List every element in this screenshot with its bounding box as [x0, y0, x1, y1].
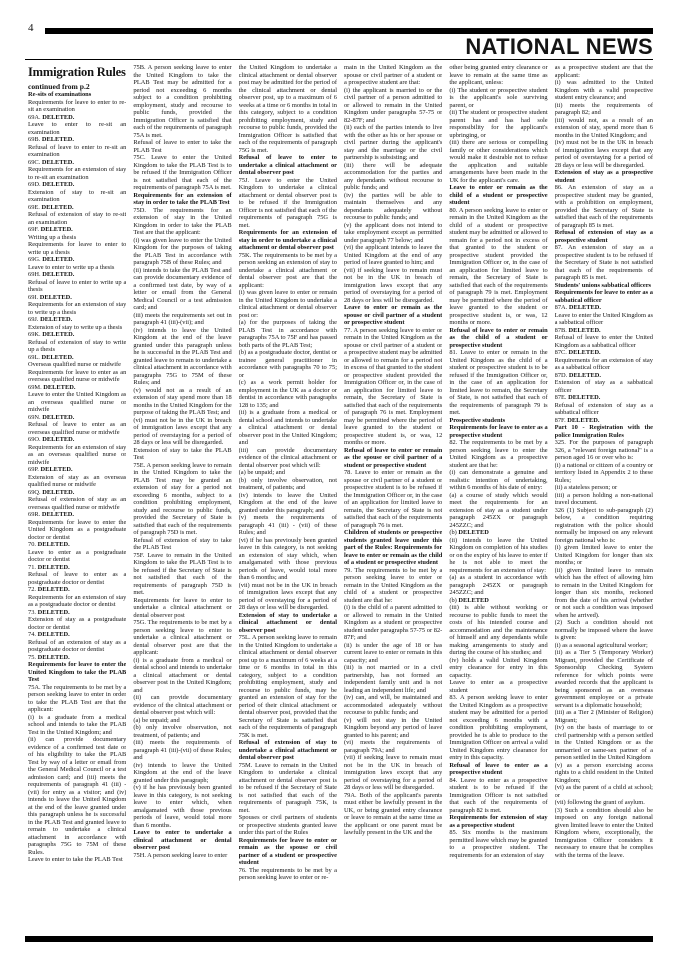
deleted-label: DELETED. — [37, 541, 70, 548]
paragraph: (vii) if seeking leave to remain must not be in the UK in breach of immigration laws except that any period of overstaying for a period of 28 days or less will be disregarded. — [343, 266, 443, 304]
paragraph: Requirements for an extension of stay as a sabbatical officer — [554, 356, 653, 371]
paragraph: Leave to enter to re-sit an examination — [28, 121, 127, 136]
paragraph: 75A. The requirements to be met by a person seeking leave to enter in order to take the PLAB Test are that the applicant: — [28, 683, 127, 713]
deleted-entry — [28, 114, 126, 122]
paragraph-number: 87C. — [554, 349, 567, 356]
paragraph: the United Kingdom to undertake a clinical attachment or dental observer post may be admitted for the period of the clinical attachment or dental observer post, up to a maximum of 6 weeks at a time or 6 months in total in this category, subject to a condition prohibiting employment, study and recourse to public funds, provided the Immigration Officer is satisfied that each of the requirements of paragraph 75G is met. — [238, 64, 337, 154]
paragraph: (iii) can provide documentary evidence of the clinical attachment or dental observer post which will: — [238, 446, 337, 469]
paragraph: (iii) would not, as a result of an extension of stay, spend more than 6 months in the United Kingdom; and — [554, 116, 653, 139]
paragraph: Refusal of leave to enter the United Kingdom as a sabbatical officer — [554, 334, 653, 349]
paragraph: (i) is a graduate from a medical school and intends to take the PLAB Test in the United Kingdom; and — [28, 713, 127, 736]
paragraph-number: (b) — [449, 596, 457, 604]
deleted-entry — [555, 304, 653, 312]
deleted-entry — [449, 529, 547, 537]
deleted-label: DELETED. — [37, 608, 70, 616]
paragraph: Refusal of an extension of stay as a postgraduate doctor or dentist — [28, 638, 127, 653]
paragraph: (vii) following the grant of asylum. — [554, 799, 645, 806]
paragraph: Extension of stay to write up a thesis — [28, 323, 123, 331]
paragraph-number: 69Q. — [28, 488, 41, 496]
paragraph: 75E. A person seeking leave to remain in the United Kingdom to take the PLAB Test may be granted an extension of stay for a period not exceeding 6 months, subject to a condition prohibiting employment, study and recourse to public funds, provided the Secretary of State is satisfied that each of the requirements of paragraph 75D is met. — [133, 461, 232, 536]
deleted-entry — [28, 511, 126, 519]
paragraph: 79. The requirements to be met by a person seeking leave to enter or remain in the United Kingdom as the child of a student or prospective student are that he: — [343, 566, 443, 604]
deleted-entry — [28, 159, 126, 167]
deleted-entry — [28, 466, 126, 474]
paragraph: Extension of stay to take the PLAB Test — [133, 446, 232, 461]
section-heading: Requirements for leave to enter as a sabbatical officer — [554, 289, 653, 304]
paragraph-number: 69B. — [28, 136, 41, 143]
deleted-entry — [555, 417, 653, 425]
paragraph: Requirements for leave to enter the United Kingdom as a postgraduate doctor or dentist — [28, 518, 127, 541]
paragraph-number: 69G. — [28, 256, 41, 263]
deleted-label: DELETED. — [42, 331, 75, 338]
paragraph: Extension of stay to re-sit an examination — [28, 188, 127, 203]
paragraph: 325. For the purposes of paragraph 326, a "relevant foreign national" is a person aged 16 or over who is: — [554, 439, 653, 461]
paragraph: Refusal of extension of stay as a sabbatical officer — [554, 401, 653, 416]
paragraph: 326 (1) Subject to sub-paragraph (2) below, a condition requiring registration with the police should normally be imposed on any relevant foreign national who is: — [554, 506, 653, 544]
deleted-entry — [28, 354, 126, 362]
text-column-6 — [555, 64, 653, 934]
page-number: 4 — [28, 22, 34, 34]
deleted-label: DELETED — [458, 596, 489, 604]
paragraph: Leave to enter to write up a thesis — [28, 263, 115, 271]
deleted-label: DELETED. — [568, 304, 601, 311]
paragraph: (i) was given leave to enter the United Kingdom for the purposes of taking the PLAB Test in accordance with paragraph 75B of these Rules; and — [133, 236, 232, 266]
paragraph: 75G. The requirements to be met by a person seeking leave to enter to undertake a clinical attachment or dental observer post are that the applicant: — [133, 619, 232, 656]
paragraph: 75F. Leave to remain in the United Kingdom to take the PLAB Test is to be refused if the Secretary of State is not satisfied that each of the requirements of paragraph 75D is met. — [133, 551, 232, 596]
paragraph: (vi) the applicant intends to leave the United Kingdom at the end of any period of leave granted to him; and — [343, 244, 443, 266]
paragraph: (vi) meets the requirements of paragraph 79A; and — [343, 739, 443, 754]
deleted-entry — [28, 609, 126, 617]
paragraph: 75L. A person seeking leave to remain in the United Kingdom to undertake a clinical attachment or dental observer post up to a maximum of 6 weeks at a time or 6 months in total in this category, subject to a condition prohibiting employment, study and recourse to public funds, may be granted an extension of stay for the period of their clinical attachment or dental observer post, provided that the Secretary of State is satisfied that each of the requirements of paragraph 75K is met. — [238, 634, 337, 739]
section-heading: Refusal of extension of stay to undertake a clinical attachment or dental observer post — [238, 739, 337, 761]
deleted-label: DELETED. — [568, 394, 601, 401]
paragraph: (v) the applicant does not intend to take employment except as permitted under paragraph 77 below; and — [343, 221, 443, 244]
paragraph: 79A. Both of the applicant's parents must either be lawfully present in the UK, or being granted entry clearance or leave to remain at the same time as the applicant or one parent must be lawfully present in the UK and the — [343, 791, 443, 836]
paragraph-number: 74. — [28, 631, 36, 638]
paragraph: Extension of stay as a sabbatical officer — [554, 379, 653, 394]
paragraph: 75B. A person seeking leave to enter the United Kingdom to take the PLAB Test may be admitted for a period not exceeding 6 months subject to a condition prohibiting employment, study and recourse to public funds, provided the Immigration Officer is satisfied that each of the requirements of paragraph 75A is met. — [133, 64, 232, 139]
deleted-label: DELETED. — [37, 563, 70, 571]
paragraph: Leave to enter to take the PLAB Test — [28, 856, 123, 863]
paragraph: Requirements for an extension of stay to re-sit an examination — [28, 166, 127, 181]
paragraph: 87. An extension of stay as a prospective student is to be refused if the Secretary of State is not satisfied that each of the requirements of paragraph 85 is met. — [554, 244, 653, 281]
section-heading: Refusal of leave to enter or remain as the child of a student or prospective student — [449, 326, 548, 349]
paragraph-number: 69M. — [28, 383, 42, 391]
paragraph: 78. Leave to enter or remain as the spouse or civil partner of a student or prospective student is to be refused if the Immigration Officer or, in the case of an application for limited leave to remain, the Secretary of State is not satisfied that each of the requirements of paragraph 76 is met. — [343, 469, 443, 529]
paragraph: Requirements for leave to enter to re-sit an examination — [28, 98, 127, 113]
paragraph: (i) is a graduate from a medical or dental school and intends to undertake a clinical attachment or dental observer post in the United Kingdom; and — [133, 656, 232, 694]
paragraph-number: (b) — [449, 529, 457, 536]
paragraph: Requirements for an extension of stay as a postgraduate doctor or dentist — [28, 593, 127, 608]
deleted-entry — [28, 414, 126, 422]
continued-note: continued from p.2 — [28, 82, 90, 91]
paragraph: 75K. The requirements to be met by a person seeking an extension of stay to undertake a clinical attachment or dental observer post are that the applicant: — [238, 251, 337, 289]
paragraph: 77. A person seeking leave to enter or remain in the United Kingdom as the spouse or civil partner of a student or a prospective student may be admitted or allowed to remain for a period not in excess of that granted to the student or prospective student provided the Immigration Officer or, in the case of an application for limited leave to remain, the Secretary of State is satisfied that each of the requirements of paragraph 76 is met. Employment may be permitted where the period of leave granted to the student or prospective student is, or was, 12 months or more. — [343, 326, 443, 446]
section-heading: Requirements for leave to enter the United Kingdom to take the PLAB Test — [28, 661, 127, 683]
paragraph: (b) as a postgraduate doctor, dentist or trainee general practitioner in accordance with paragraphs 70 to 75; or — [238, 349, 337, 379]
paragraph: 82. The requirements to be met by a person seeking leave to enter the United Kingdom as a prospective student are that he: — [449, 439, 548, 469]
paragraph: Refusal of leave to enter to take the PLAB Test — [133, 139, 232, 154]
paragraph: (i) is the child of a parent admitted to or allowed to remain in the United Kingdom as a student or prospective student under paragraphs 57-75 or 82-87F; and — [343, 604, 443, 641]
section-heading: Requirements for leave to enter as a prospective student — [449, 424, 548, 439]
paragraph-number: 69L. — [28, 353, 40, 361]
paragraph: (ii) The student or prospective student parent has and has had sole responsibility for the applicant's upbringing, or — [449, 109, 548, 139]
section-heading: Prospective students — [449, 416, 506, 424]
paragraph: 75M. Leave to remain in the United Kingdom to undertake a clinical attachment or dental observer post is to be refused if the Secretary of State is not satisfied that each of the requirements of paragraph 75K, is met. — [238, 761, 337, 814]
paragraph: (ii) as a Tier 5 (Temporary Worker) Migrant, provided the Certificate of Sponsorship Checking System reference for which points were awarded records that the applicant is being sponsored as an overseas government employee or a private servant is a diplomatic household; — [554, 649, 653, 709]
paragraph: Writing up a thesis — [28, 233, 77, 241]
section-heading: Requirements for leave to enter or remain as the spouse or civil partner of a student or prospective student — [238, 836, 337, 866]
deleted-label: DELETED — [458, 529, 489, 536]
deleted-label: DELETED. — [37, 653, 70, 661]
section-heading: Re-sits of examinations — [28, 91, 92, 98]
deleted-label: DELETED. — [42, 488, 75, 496]
deleted-entry — [28, 384, 126, 392]
paragraph: main in the United Kingdom as the spouse or civil partner of a student or a prospective student are that: — [343, 64, 443, 86]
paragraph: (vi) must not be in the UK in breach of immigration laws except that any period of overstaying for a period of 28 days or less will be disregarded. — [133, 416, 232, 446]
paragraph: (a) be unpaid; and — [238, 469, 285, 476]
deleted-entry — [28, 436, 126, 444]
paragraph: (ii) given limited leave to remain which has the effect of allowing him to remain in the United Kingdom for longer than six months, reckoned from the date of his arrival (whether or not such a condition was imposed when he arrived). — [554, 566, 653, 619]
paragraph-number: 69I. — [28, 293, 39, 301]
article-title: Immigration Rules — [28, 65, 126, 79]
deleted-label: DELETED. — [42, 256, 75, 263]
deleted-entry — [555, 327, 653, 335]
deleted-label: DELETED. — [42, 413, 75, 421]
paragraph: (v) would not as a result of an extension of stay spend more than 18 months in the United Kingdom for the purpose of taking the PLAB Test; and — [133, 386, 232, 416]
paragraph: (i) as a seasonal agricultural worker; — [554, 641, 648, 649]
section-heading: Part 10 - Registration with the police Immigration Rules — [554, 424, 653, 439]
paragraph: Requirements for leave to enter to write up a thesis — [28, 241, 127, 256]
text-column-3 — [239, 64, 337, 934]
paragraph: Refusal of leave to enter to write up a thesis — [28, 278, 127, 293]
paragraph: (3) Such a condition should also be imposed on any foreign national given limited leave to enter the United Kingdom where, exceptionally, the Immigration Officer considers it necessary to ensure that he complies with the terms of the leave. — [554, 806, 653, 859]
deleted-entry — [28, 256, 126, 264]
paragraph-number: 69F. — [28, 226, 40, 233]
paragraph-number: 69N. — [28, 413, 41, 421]
deleted-label: DELETED. — [41, 203, 74, 211]
paragraph-number: 87A. — [554, 304, 568, 311]
paragraph-number: 73. — [28, 608, 36, 616]
text-column-1 — [28, 64, 126, 934]
deleted-label: DELETED. — [42, 181, 75, 188]
deleted-label: DELETED. — [41, 511, 75, 518]
paragraph: Refusal of leave to enter to re-sit an examination — [28, 143, 127, 158]
paragraph-number: 87F. — [554, 416, 566, 424]
paragraph: 76. The requirements to be met by a person seeking leave to enter or re- — [238, 866, 337, 881]
paragraph: Extension of stay as an overseas qualified nurse or midwife — [28, 473, 127, 488]
paragraph: (iv) can, and will, be maintained and accommodated adequately without recourse to public funds; and — [343, 694, 443, 716]
deleted-label: DELETED. — [37, 586, 70, 593]
section-heading: Leave to enter or remain as the spouse or civil partner of a student or prospective student — [343, 304, 443, 326]
paragraph-number: 69R. — [28, 511, 41, 518]
deleted-entry — [28, 204, 126, 212]
deleted-entry — [28, 564, 126, 572]
paragraph: (iv) on the basis of marriage to or civil partnership with a person settled in the United Kingdom or as the unmarried or same-sex partner of a person settled in the United Kingdom — [554, 724, 653, 761]
paragraph: (ii) a stateless person; or — [554, 484, 618, 491]
paragraph: 75D. The requirements for an extension of stay in the United Kingdom in order to take the PLAB Test are that the applicant: — [133, 206, 232, 236]
header-rule — [25, 59, 653, 60]
paragraph: Overseas qualified nurse or midwife — [28, 361, 121, 368]
deleted-entry — [555, 372, 653, 380]
paragraph: (iii) meets the requirements of paragraph 41 (iii)-(vii) of these Rules; and — [133, 739, 232, 761]
paragraph: (v) will not stay in the United Kingdom beyond any period of leave granted to his parent; and — [343, 716, 443, 739]
paragraph: 86. An extension of stay as a prospective student may be granted, with a prohibition on employment, provided the Secretary of State is satisfied that each of the requirements of paragraph 85 is met. — [554, 184, 653, 229]
paragraph: 75H. A person seeking leave to enter — [133, 851, 228, 859]
deleted-entry — [28, 316, 126, 324]
paragraph: (iv) the parties will be able to maintain themselves and any dependants adequately without recourse to public funds; and — [343, 191, 443, 221]
paragraph: Spouses or civil partners of students or prospective students granted leave under this part of the Rules — [238, 814, 337, 836]
deleted-label: DELETED. — [40, 316, 73, 323]
paragraph: (iii) is not married or in a civil partnership, has not formed an independent family unit and is not leading an independent life; and — [343, 664, 443, 694]
paragraph: (iii) there will be adequate accommodation for the parties and any dependants without recourse to public funds; and — [343, 161, 443, 191]
paragraph: (a) as a student in accordance with paragraph 245ZX or paragraph 245ZZC; and — [449, 574, 548, 596]
paragraph: (c) as a work permit holder for employment in the UK as a doctor or dentist in accordance with paragraphs 128 to 135; and — [238, 379, 337, 409]
deleted-entry — [28, 654, 126, 662]
paragraph: 75J. Leave to enter the United Kingdom to undertake a clinical attachment or dental observer post is to be refused if the Immigration Officer is not satisfied that each of the requirements of paragraph 75G is met. — [238, 176, 337, 229]
paragraph-number: 72. — [28, 586, 36, 593]
paragraph: (2) Such a condition should not normally be imposed where the leave is given: — [554, 619, 653, 641]
paragraph-number: 69A. — [28, 113, 41, 121]
text-column-5 — [449, 64, 547, 934]
paragraph: (i) can demonstrate a genuine and realistic intention of undertaking, within 6 months of his date of entry: — [449, 469, 548, 491]
paragraph: (iv) intends to leave the United Kingdom at the end of the leave granted under this paragraph unless he is successful in the PLAB Test and granted leave to remain to undertake a clinical attachment in accordance with paragraphs 75G to 75M of these Rules; and — [133, 326, 232, 386]
section-heading: Requirements for extension of stay as a prospective student — [449, 814, 548, 829]
paragraph: (ii) can provide documentary evidence of the clinical attachment or dental observer post which will: — [133, 694, 232, 716]
paragraph: Refusal of extension of stay as an overseas qualified nurse or midwife — [28, 496, 127, 511]
section-heading: Extension of stay to undertake a clinical attachment or dental observer post — [238, 611, 337, 634]
paragraph-number: 71. — [28, 563, 36, 571]
section-heading: Refusal of leave to enter to undertake a clinical attachment or dental observer post — [238, 154, 337, 176]
paragraph: (ii) intends to leave the United Kingdom on completion of his studies or on the expiry of his leave to enter if he is not able to meet the requirements for an extension of stay: — [449, 536, 548, 574]
section-heading: Leave to enter to undertake a clinical attachment or dental observer post — [133, 829, 232, 851]
paragraph: 80. A person seeking leave to enter or remain in the United Kingdom as the child of a student or prospective student may be admitted or allowed to remain for a period not in excess of that granted to the student or prospective student provided the Immigration Officer or, in the case of an application for limited leave to remain, the Secretary of State is satisfied that each of the requirements of paragraph 79 is met. Employment may be permitted where the period of leave granted to the student or prospective student is, or was, 12 months or more. — [449, 206, 548, 326]
deleted-label: DELETED. — [568, 326, 601, 334]
paragraph: (vi) as the parent of a child at school; or — [554, 784, 653, 799]
paragraph: Requirements for an extension of stay as an overseas qualified nurse or midwife — [28, 443, 127, 466]
paragraph: (i) a national or citizen of a country or territory listed in Appendix 2 to these Rules; — [554, 461, 653, 484]
paragraph-number: 69D. — [28, 181, 41, 188]
paragraph-number: 87B. — [554, 326, 567, 334]
paragraph: 81. Leave to enter or remain in the United Kingdom as the child of a student or prospective student is to be refused if the Immigration Officer or, in the case of an application for limited leave to remain, the Secretary of State, is not satisfied that each of the requirements of paragraph 79 is met. — [449, 349, 548, 416]
paragraph: (ii) is a graduate from a medical or dental school and intends to undertake a clinical attachment or dental observer post in the United Kingdom; and — [238, 409, 337, 446]
paragraph: (ii) can provide documentary evidence of a confirmed test date or of his eligibility to take the PLAB Test by way of a letter or email from the General Medical Council or a test admission card; and (iii) meets the requirements of paragraph 41 (iii) - (vii) for entry as a visitor; and (iv) intends to leave the United Kingdom at the end of the leave granted under this paragraph unless he is successful in the PLAB Test and granted leave to remain to undertake a clinical attachment in accordance with paragraphs 75G to 75M of these Rules. — [28, 736, 127, 856]
paragraph: (i) was admitted to the United Kingdom with a valid prospective student entry clearance; and — [554, 79, 653, 101]
section-heading: Requirements for an extension of stay in order to take the PLAB Test — [133, 191, 232, 206]
section-heading: Students' unions sabbatical officers — [554, 281, 652, 289]
deleted-entry — [28, 489, 126, 497]
paragraph-number: 69K. — [28, 331, 41, 338]
paragraph: (iii) as a Tier 2 (Minister of Religion) Migrant; — [554, 709, 653, 724]
paragraph: Refusal of extension of stay to take the PLAB Test — [133, 536, 232, 551]
article-columns — [28, 64, 653, 934]
deleted-label: DELETED. — [39, 293, 72, 301]
deleted-entry — [555, 394, 653, 402]
paragraph: Leave to enter as a postgraduate doctor or dentist — [28, 548, 127, 563]
paragraph: (v) meets the requirements of paragraph 41 (iii) - (vii) of these Rules; and — [238, 514, 337, 536]
paragraph: (vii) must not be in the UK in breach of immigration laws except that any period of overstaying for a period of 28 days or less will be disregarded. — [238, 581, 337, 611]
paragraph: (iv) must not be in the UK in breach of immigration laws except that any period of overstaying for a period of 28 days or less will be disregarded. — [554, 139, 653, 169]
paragraph: Refusal of leave to enter as a postgraduate doctor or dentist — [28, 571, 127, 586]
paragraph: Extension of stay as a postgraduate doctor or dentist — [28, 616, 127, 631]
paragraph: (ii) meets the requirements of paragraph 82; and — [554, 101, 653, 116]
paragraph-number: 69E. — [28, 203, 40, 211]
paragraph: (i) given limited leave to enter the United Kingdom for longer than six months; or — [554, 544, 653, 566]
paragraph-number: 69O. — [28, 436, 41, 443]
deleted-label: DELETED. — [42, 436, 75, 443]
paragraph: 75C. Leave to enter the United Kingdom to take the PLAB Test is to be refused if the Immigration Officer is not satisfied that each of the requirements of paragraph 75A is met. — [133, 154, 232, 191]
text-column-4 — [344, 64, 442, 934]
paragraph: (a) be unpaid; and — [133, 716, 180, 724]
paragraph-number: 87E. — [554, 394, 567, 401]
paragraph: (a) a course of study which would meet the requirements for an extension of stay as a student under paragraph 245ZX or paragraph 245ZZC; and — [449, 491, 548, 529]
deleted-entry — [28, 631, 126, 639]
section-heading: Refusal of extension of stay as a prospective student — [554, 229, 653, 244]
paragraph-number: 75. — [28, 653, 36, 661]
section-heading: Refusal of leave to enter or remain as the spouse or civil partner of a student or prospective student — [343, 446, 443, 469]
section-heading: Refusal of leave to enter as a prospective student — [449, 761, 548, 776]
deleted-label: DELETED. — [568, 349, 601, 356]
footer-bar — [25, 936, 653, 942]
text-column-2 — [133, 64, 231, 934]
deleted-label: DELETED. — [40, 226, 73, 233]
deleted-label: DELETED. — [43, 383, 76, 391]
paragraph: 84. Leave to enter as a prospective student is to be refused if the Immigration Officer is not satisfied that each of the requirements of paragraph 82 is met. — [449, 776, 548, 814]
paragraph: 85. Six months is the maximum permitted leave which may be granted to a prospective student. The requirements for an extension of stay — [449, 829, 548, 859]
deleted-entry — [28, 271, 126, 279]
paragraph-number: 69C. — [28, 158, 41, 166]
deleted-label: DELETED. — [41, 136, 75, 143]
paragraph: as a prospective student are that the applicant: — [554, 64, 653, 79]
paragraph: Leave to enter the United Kingdom as a sabbatical officer — [554, 311, 653, 326]
deleted-label: DELETED. — [41, 353, 74, 361]
paragraph: (v) as a person exercising access rights to a child resident in the United Kingdom; — [554, 761, 653, 784]
deleted-label: DELETED. — [568, 371, 601, 379]
paragraph: (ii) is under the age of 18 or has current leave to enter or remain in this capacity; and — [343, 641, 443, 664]
deleted-entry — [28, 226, 126, 234]
section-heading: Leave to enter or remain as the child of a student or prospective student — [449, 184, 548, 206]
deleted-label: DELETED. — [41, 158, 75, 166]
section-heading: Extension of stay as a prospective student — [554, 169, 653, 184]
deleted-entry — [28, 181, 126, 189]
paragraph: Leave to enter the United Kingdom as an overseas qualified nurse or midwife — [28, 391, 127, 413]
paragraph: Refusal of extension of stay to write up a thesis — [28, 338, 127, 353]
paragraph: (ii) intends to take the PLAB Test and can provide documentary evidence of a confirmed test date, by way of a letter or email from the General Medical Council or a test admission card; and — [133, 266, 232, 311]
deleted-label: DELETED. — [42, 113, 75, 121]
paragraph: (ii) each of the parties intends to live with the other as his or her spouse or civil partner during the applicant's stay and the marriage or the civil partnership is subsisting; and — [343, 124, 443, 161]
paragraph: 83. A person seeking leave to enter the United Kingdom as a prospective student may be admitted for a period not exceeding 6 months with a condition prohibiting employment, provided he is able to produce to the Immigration Officer on arrival a valid United Kingdom entry clearance for entry in this capacity. — [449, 694, 548, 761]
deleted-entry — [28, 541, 126, 549]
paragraph: (iii) is able without working or recourse to public funds to meet the costs of his intended course and accommodation and the maintenance of himself and any dependants while making arrangements to study and during the course of his studies; and — [449, 604, 548, 656]
paragraph: (iii) a person holding a non-national travel document. — [554, 491, 653, 506]
paragraph: (a) for the purposes of taking the PLAB Test in accordance with paragraphs 75A to 75F and has passed both parts of the PLAB Test; — [238, 319, 337, 349]
paragraph: (iii) there are serious or compelling family or other considerations which would make it desirable not to refuse the application and suitable arrangements have been made in the UK for the applicant's care. — [449, 139, 548, 184]
paragraph-number: 69J. — [28, 316, 39, 323]
deleted-label: DELETED. — [40, 466, 73, 473]
deleted-entry — [28, 294, 126, 302]
section-heading: Children of students or prospective students granted leave under this part of the Rules: Requirements for leave to enter or remain as the child of a student or prospective student — [343, 529, 443, 566]
paragraph: Requirements for an extension of stay to write up a thesis — [28, 301, 127, 316]
paragraph: (b) only involve observation, not treatment, of patients; and — [133, 724, 232, 739]
deleted-entry — [28, 331, 126, 339]
paragraph: Requirements for leave to enter to undertake a clinical attachment or dental observer post — [133, 596, 232, 619]
paragraph: (iii) meets the requirements set out in paragraph 41 (iii)-(vii); and — [133, 311, 232, 326]
paragraph: (b) only involve observation, not treatment, of patients; and — [238, 476, 337, 491]
paragraph: (vii) if seeking leave to remain must not be in the UK in breach of immigration laws except that any period of overstaying for a period of 28 days or less will be disregarded. — [343, 754, 443, 791]
deleted-entry — [555, 349, 653, 357]
paragraph: other being granted entry clearance or leave to remain at the same time as the applicant, unless: — [449, 64, 548, 86]
paragraph: (i) The student or prospective student is the applicant's sole surviving parent, or — [449, 86, 548, 109]
deleted-label: DELETED. — [37, 631, 70, 638]
section-title: NATIONAL NEWS — [465, 34, 653, 59]
deleted-label: DELETED. — [567, 416, 600, 424]
paragraph-number: 70. — [28, 541, 36, 548]
deleted-entry — [449, 597, 547, 605]
paragraph: (i) the applicant is married to or the civil partner of a person admitted to or allowed to remain in the United Kingdom under paragraphs 57-75 or 82-87F; and — [343, 86, 443, 124]
deleted-entry — [28, 136, 126, 144]
paragraph: Leave to enter as a prospective student — [449, 679, 548, 694]
paragraph-number: 87D. — [554, 371, 568, 379]
paragraph: (iv) intends to leave the United Kingdom at the end of the leave granted under this paragraph; — [133, 761, 232, 784]
paragraph: (iv) intends to leave the United Kingdom at the end of the leave granted under this paragraph; and — [238, 491, 337, 514]
paragraph: (i) was given leave to enter or remain in the United Kingdom to undertake a clinical attachment or dental observer post or: — [238, 289, 337, 319]
deleted-entry — [28, 586, 126, 594]
paragraph: (iv) holds a valid United Kingdom entry clearance for entry in this capacity. — [449, 656, 548, 679]
section-heading: Requirements for an extension of stay in order to undertake a clinical attachment or dental observer post — [238, 229, 337, 251]
paragraph-number: 69P. — [28, 466, 39, 473]
paragraph: (vi) if he has previously been granted leave in this category, is not seeking an extension of stay which, when amalgamated with those previous periods of leave, would total more than 6 months; and — [238, 536, 337, 581]
paragraph-number: 69H. — [28, 271, 41, 278]
paragraph: Requirements for leave to enter as an overseas qualified nurse or midwife — [28, 368, 127, 383]
deleted-label: DELETED. — [42, 271, 75, 278]
paragraph: Refusal of extension of stay to re-sit an examination — [28, 211, 127, 226]
paragraph: Refusal of leave to enter as an overseas qualified nurse or midwife — [28, 421, 127, 436]
paragraph: (v) if he has previously been granted leave in this category, is not seeking leave to enter which, when amalgamated with those previous periods of leave, would total more than 6 months. — [133, 784, 232, 829]
